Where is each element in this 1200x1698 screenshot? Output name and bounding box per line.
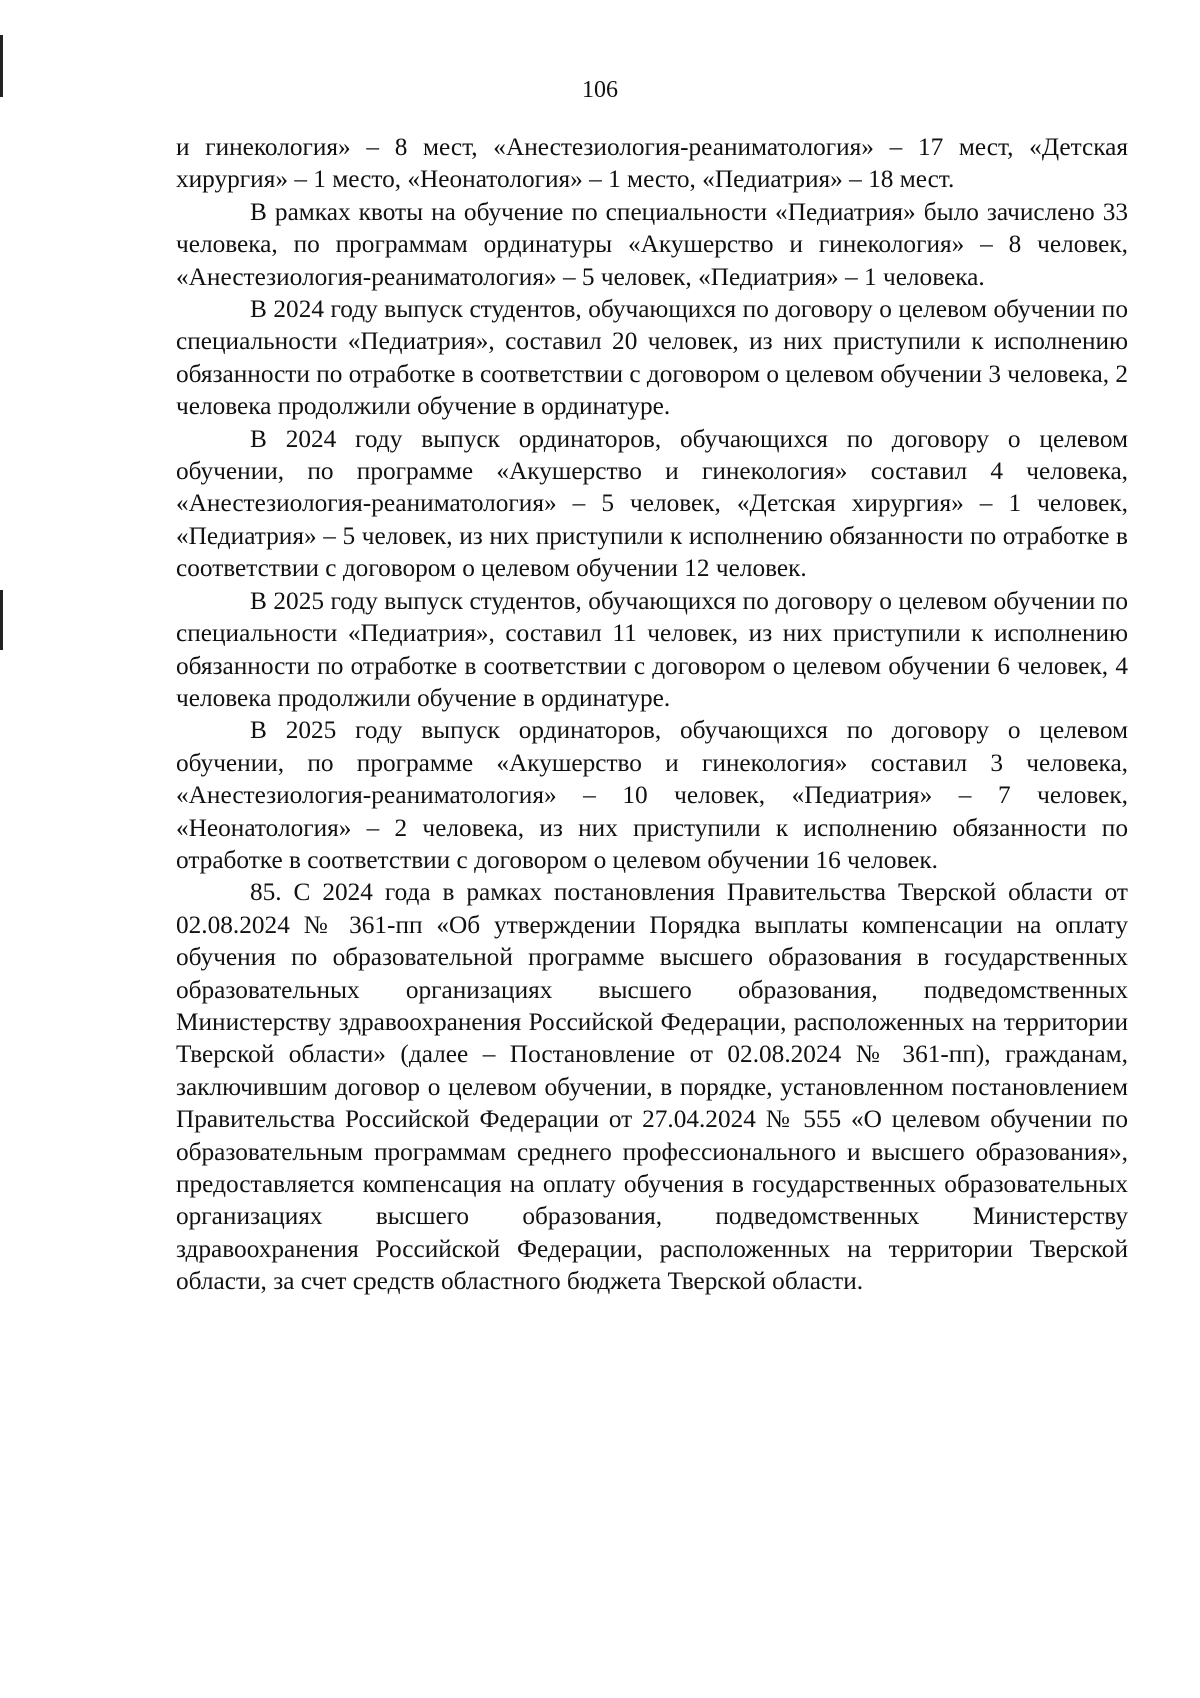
page-number: 106 (582, 77, 618, 103)
paragraph-item-85: 85. С 2024 года в рамках постановления Правительства Тверской области от 02.08.2024 № 361-пп «Об утверждении Порядка выплаты компенсации на оплату обучения по образовательной программе высшего образования в государственных образовательных организациях высшего образования, подведомственных Министерству здравоохранения Российской Федерации, расположенных на территории Тверской области» (далее – Постановление от 02.08.2024 № 361-пп), гражданам, заключившим договор о целевом обучении, в порядке, установленном постановлением Правительства Российской Федерации от 27.04.2024 № 555 «О целевом обучении по образовательным программам среднего профессионального и высшего образования», предоставляется компенсация на оплату обучения в государственных образовательных организациях высшего образования, подведомственных Министерству здравоохранения Российской Федерации, расположенных на территории Тверской области, за счет средств областного бюджета Тверской области. (176, 878, 1128, 1296)
document-body (176, 131, 1128, 1298)
paragraph-2024-residents: В 2024 году выпуск ординаторов, обучающихся по договору о целевом обучении, по программе «Акушерство и гинекология» составил 4 человека, «Анестезиология-реаниматология» – 5 человек, «Детская хирургия» – 1 человек, «Педиатрия» – 5 человек, из них приступили к исполнению обязанности по отработке в соответствии с договором о целевом обучении 12 человек. (176, 424, 1128, 583)
paragraph-2025-students: В 2025 году выпуск студентов, обучающихся по договору о целевом обучении по специальности «Педиатрия», составил 11 человек, из них приступили к исполнению обязанности по отработке в соответствии с договором о целевом обучении 6 человек, 4 человека продолжили обучение в ординатуре. (176, 586, 1128, 712)
paragraph-2024-students: В 2024 году выпуск студентов, обучающихся по договору о целевом обучении по специальности «Педиатрия», составил 20 человек, из них приступили к исполнению обязанности по отработке в соответствии с договором о целевом обучении 3 человека, 2 человека продолжили обучение в ординатуре. (176, 295, 1128, 421)
paragraph-quota-enrollment: В рамках квоты на обучение по специальности «Педиатрия» было зачислено 33 человека, по программам ординатуры «Акушерство и гинекология» – 8 человек, «Анестезиология-реаниматология» – 5 человек, «Педиатрия» – 1 человека. (176, 197, 1128, 291)
paragraph-2025-residents: В 2025 году выпуск ординаторов, обучающихся по договору о целевом обучении, по программе «Акушерство и гинекология» составил 3 человека, «Анестезиология-реаниматология» – 10 человек, «Педиатрия» – 7 человек, «Неонатология» – 2 человека, из них приступили к исполнению обязанности по отработке в соответствии с договором о целевом обучении 16 человек. (176, 716, 1128, 874)
paragraph-continuation: и гинекология» – 8 мест, «Анестезиология-реаниматология» – 17 мест, «Детская хирургия» – 1 место, «Неонатология» – 1 место, «Педиатрия» – 18 мест. (176, 133, 1128, 194)
scan-edge-mark (0, 590, 3, 650)
